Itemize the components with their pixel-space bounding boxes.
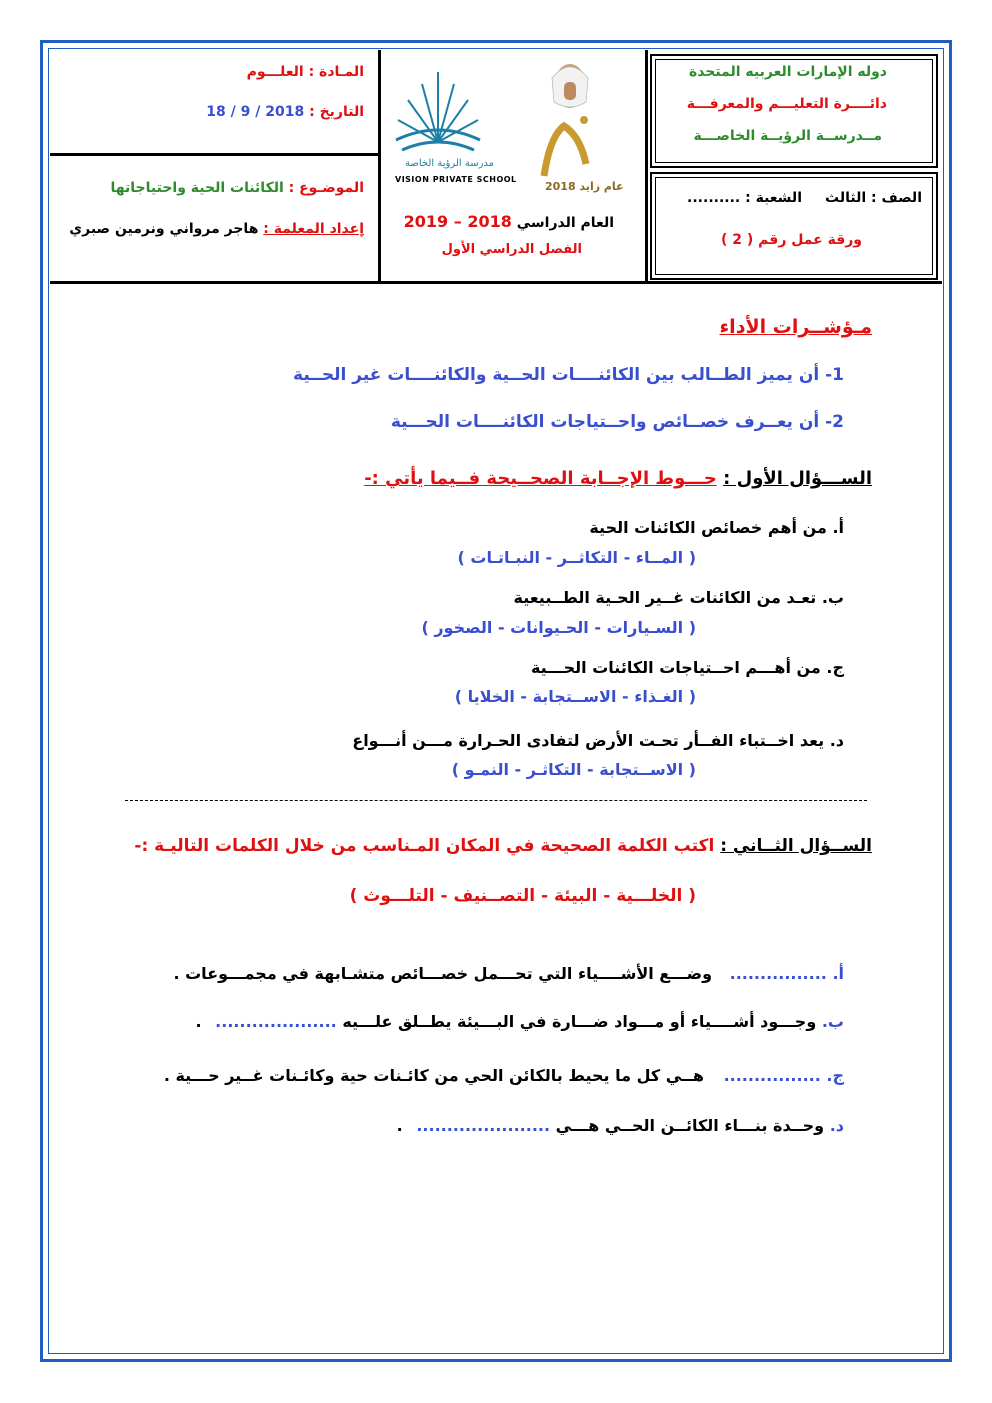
q1-item-b-stem: ب. تعـد من الكائنات غــير الحـية الطــبيعية	[513, 588, 844, 607]
section-label: الشعبة : ..........	[687, 190, 802, 206]
teacher-value: هاجر مرواني ونرمين صبري	[69, 221, 259, 237]
q1-item-b-options[interactable]: ( السـيارات - الحـيوانات - الصخور )	[421, 618, 696, 637]
q1-heading	[364, 468, 872, 489]
q2-item-d	[397, 1116, 844, 1135]
q2-item-b-end: .	[195, 1012, 202, 1031]
school-logo-arabic: مدرسة الرؤية الخاصة	[405, 158, 495, 169]
header-divider-left	[378, 50, 381, 284]
q2-item-d-text: وحــدة بنـــاء الكائــن الحــي هـــي	[555, 1116, 825, 1135]
q2-item-c	[164, 1066, 844, 1085]
school-logo-english: VISION PRIVATE SCHOOL	[395, 175, 517, 184]
indicator-2: 2- أن يعــرف خصــائص واحــتياجات الكائنــــات الحـــية	[390, 412, 844, 432]
q2-item-d-letter: د.	[829, 1116, 844, 1135]
teacher-label: إعداد المعلمة :	[263, 221, 364, 237]
country-name: دوله الإمارات العربيه المتحدة	[688, 64, 887, 80]
q2-item-b-text: وجـــود أشــــياء أو مـــواد ضـــارة في البـــيئة يطــلق علـــيه	[342, 1012, 817, 1031]
grade-label: الصف : الثالث	[825, 190, 922, 206]
date-row	[206, 104, 364, 120]
q2-item-b-blank[interactable]: ....................	[215, 1012, 337, 1031]
class-box	[650, 172, 938, 280]
zayed-year-logo	[536, 56, 596, 196]
q2-item-d-end: .	[396, 1116, 403, 1135]
teacher-row	[69, 221, 364, 237]
header-divider-right	[645, 50, 648, 284]
q2-item-c-blank[interactable]: ................	[723, 1066, 821, 1085]
q2-item-a-text: وضـــع الأشــــياء التي تحـــمل خصـــائص متشـابهة في مجمـــوعات .	[173, 964, 713, 983]
q1-item-c-stem: ج. من أهـــم احــتياجات الكائنات الحـــية	[530, 658, 844, 677]
semester: الفصل الدراسي الأول	[441, 242, 582, 257]
department-name: دائــــرة التعليـــم والمعرفـــة	[686, 96, 887, 112]
zayed-year-text: عام زايد 2018	[545, 180, 624, 193]
q2-instruction: اكتب الكلمة الصحيحة في المكان المـناسب من خلال الكلمات التاليـة :-	[134, 836, 715, 856]
q2-item-a-letter: أ.	[832, 964, 844, 983]
q2-item-b	[196, 1012, 844, 1031]
worksheet-number: ورقة عمل رقم ( 2 )	[721, 232, 862, 248]
q2-heading	[134, 836, 872, 856]
q2-word-bank: ( الخلـــية - البيئة - التصــنيف - التلـــوث )	[349, 886, 696, 906]
q1-instruction: حـــوط الإجــابة الصحــيحة فــيما يأتي :-	[364, 468, 717, 489]
q2-label: الســؤال الثــاني :	[720, 836, 872, 856]
q2-item-a	[173, 964, 844, 983]
q1-item-a-stem: أ. من أهم خصائص الكائنات الحية	[589, 518, 844, 537]
vision-school-logo	[392, 62, 484, 162]
q1-label: الســـؤال الأول :	[723, 468, 872, 489]
q1-item-c-options[interactable]: ( الغـذاء - الاســتجابة - الخلايا )	[454, 687, 696, 706]
q2-item-a-blank[interactable]: ................	[729, 964, 827, 983]
school-name: مــدرســة الرؤيــة الخاصـــة	[693, 128, 882, 144]
q1-item-d-stem: د. يعد اخــتباء الفــأر تحـت الأرض لتفادى الحـرارة مـــن أنـــواع	[352, 731, 844, 750]
q1-item-a-options[interactable]: ( المــاء - التكاثــر - النبـاتـات )	[457, 548, 696, 567]
indicator-1: 1- أن يميز الطــالب بين الكائنــــات الحــية والكائنــــات غير الحــية	[293, 365, 844, 385]
q2-item-c-text: هــي كل ما يحيط بالكائن الحي من كائـنات حية وكائـنات غــير حـــية .	[163, 1066, 704, 1085]
topic-value: الكائنات الحية واحتياجاتها	[110, 180, 284, 196]
indicators-title: مـؤشــرات الأداء	[719, 316, 872, 338]
academic-year: العام الدراسي 2018 – 2019	[403, 212, 614, 231]
left-panel-divider	[50, 153, 378, 156]
section-separator	[125, 800, 867, 801]
q2-item-b-letter: ب.	[821, 1012, 844, 1031]
topic-row	[111, 180, 364, 196]
q1-item-d-options[interactable]: ( الاســتجابة - التكاثـر - النمـو )	[451, 760, 696, 779]
date-value: 18 / 9 / 2018	[206, 104, 305, 120]
q2-item-d-blank[interactable]: ......................	[416, 1116, 551, 1135]
date-label: التاريخ :	[309, 104, 364, 120]
subject: المـادة : العلـــوم	[246, 64, 364, 80]
topic-label: الموضـوع :	[288, 180, 364, 196]
q2-item-c-letter: ج.	[826, 1066, 844, 1085]
